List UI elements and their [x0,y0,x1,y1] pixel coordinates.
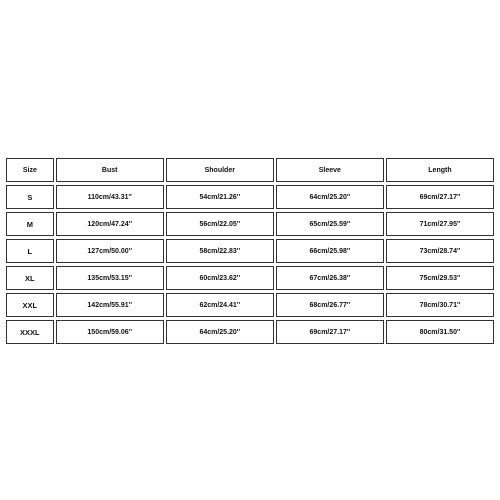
size-cell: XL [6,266,54,290]
shoulder-cell: 64cm/25.20'' [166,320,274,344]
bust-cell: 110cm/43.31'' [56,185,164,209]
table-row [6,320,494,344]
bust-cell: 127cm/50.00'' [56,239,164,263]
header-bust: Bust [56,158,164,182]
header-length: Length [386,158,494,182]
size-cell: S [6,185,54,209]
sleeve-cell: 69cm/27.17'' [276,320,384,344]
table-row [6,293,494,317]
size-cell: L [6,239,54,263]
shoulder-cell: 60cm/23.62'' [166,266,274,290]
sleeve-cell: 68cm/26.77'' [276,293,384,317]
length-cell: 71cm/27.95'' [386,212,494,236]
bust-cell: 142cm/55.91'' [56,293,164,317]
header-size: Size [6,158,54,182]
table-row [6,185,494,209]
table-row [6,266,494,290]
sleeve-cell: 64cm/25.20'' [276,185,384,209]
length-cell: 78cm/30.71'' [386,293,494,317]
shoulder-cell: 62cm/24.41'' [166,293,274,317]
length-cell: 69cm/27.17'' [386,185,494,209]
bust-cell: 150cm/59.06'' [56,320,164,344]
length-cell: 75cm/29.53'' [386,266,494,290]
shoulder-cell: 54cm/21.26'' [166,185,274,209]
bust-cell: 135cm/53.15'' [56,266,164,290]
size-cell: M [6,212,54,236]
length-cell: 73cm/28.74'' [386,239,494,263]
shoulder-cell: 58cm/22.83'' [166,239,274,263]
header-sleeve: Sleeve [276,158,384,182]
length-cell: 80cm/31.50'' [386,320,494,344]
sleeve-cell: 66cm/25.98'' [276,239,384,263]
sleeve-cell: 65cm/25.59'' [276,212,384,236]
table-row [6,239,494,263]
size-chart-table [4,155,496,347]
header-row [6,158,494,182]
shoulder-cell: 56cm/22.05'' [166,212,274,236]
table-row [6,212,494,236]
size-cell: XXL [6,293,54,317]
bust-cell: 120cm/47.24'' [56,212,164,236]
header-shoulder: Shoulder [166,158,274,182]
sleeve-cell: 67cm/26.38'' [276,266,384,290]
size-cell: XXXL [6,320,54,344]
